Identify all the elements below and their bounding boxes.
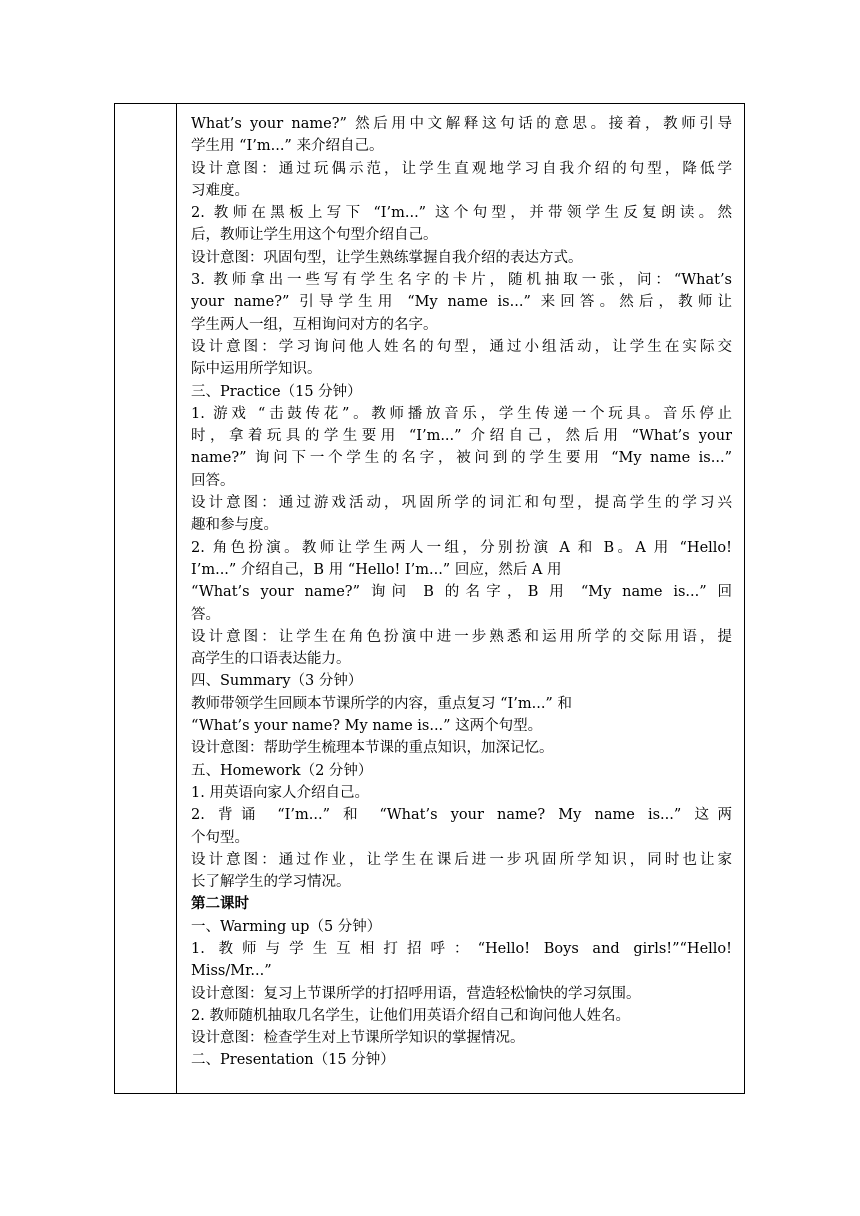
text-line: “What’s your name?” 询问 B 的名字，B 用 “My name is...” 回 [191,584,732,601]
text-line: 2. 角色扮演。教师让学生两人一组，分别扮演 A 和 B。A 用 “Hello! [191,539,732,556]
text-line: 答。 [191,606,220,623]
text-line: What’s your name?” 然后用中文解释这句话的意思。接着，教师引导 [191,116,732,132]
text-line: 趣和参与度。 [191,517,278,534]
text-line: 教师带领学生回顾本节课所学的内容，重点复习 “I’m...” 和 [191,695,572,712]
text-line: 五、Homework（2 分钟） [191,762,373,779]
text-line: 一、Warming up（5 分钟） [191,918,382,935]
text-line: Miss/Mr...” [191,963,272,980]
text-line: 设计意图：通过游戏活动，巩固所学的词汇和句型，提高学生的学习兴 [191,495,732,512]
text-line: 设计意图：学习询问他人姓名的句型，通过小组活动，让学生在实际交 [191,338,732,355]
text-line: 学生用 “I’m...” 来介绍自己。 [191,138,384,155]
text-line: 设计意图：让学生在角色扮演中进一步熟悉和运用所学的交际用语，提 [191,628,732,645]
text-line: 高学生的口语表达能力。 [191,651,351,668]
text-line: 际中运用所学知识。 [191,361,322,378]
text-line: 四、Summary（3 分钟） [191,673,363,690]
text-line: 1. 用英语向家人介绍自己。 [191,784,369,801]
table-content-cell [177,104,744,1093]
text-line: 习难度。 [191,182,249,199]
text-line: I’m...” 介绍自己，B 用 “Hello! I’m...” 回应，然后 A 用 [191,561,562,578]
text-line: 学生两人一组，互相询问对方的名字。 [191,316,438,333]
text-line: 2. 教师在黑板上写下 “I’m...” 这个句型，并带领学生反复朗读。然 [191,205,732,222]
text-line: 2. 教师随机抽取几名学生，让他们用英语介绍自己和询问他人姓名。 [191,1007,630,1024]
text-line: 2. 背诵 “I’m...” 和 “What’s your name? My name is...” 这两 [191,807,732,824]
text-line: 回答。 [191,472,235,489]
text-line: your name?” 引导学生用 “My name is...” 来回答。然后，教师让 [191,294,732,311]
text-line: “What’s your name? My name is...” 这两个句型。 [191,718,543,735]
text-line: 设计意图：帮助学生梳理本节课的重点知识，加深记忆。 [191,740,554,757]
text-line: 设计意图：通过玩偶示范，让学生直观地学习自我介绍的句型，降低学 [191,160,732,177]
text-line: 长了解学生的学习情况。 [191,874,351,891]
text-line: 二、Presentation（15 分钟） [191,1052,395,1069]
text-line: 设计意图：通过作业，让学生在课后进一步巩固所学知识，同时也让家 [191,851,732,868]
text-line: 3. 教师拿出一些写有学生名字的卡片，随机抽取一张，问：“What’s [191,272,732,289]
text-line: 1. 教师与学生互相打招呼：“Hello! Boys and girls!”“Hello! [191,940,732,957]
text-line: name?” 询问下一个学生的名字，被问到的学生要用 “My name is...” [191,450,732,467]
section-heading: 第二课时 [191,895,249,913]
text-line: 设计意图：检查学生对上节课所学知识的掌握情况。 [191,1030,525,1047]
table-label-column [115,104,177,1093]
text-line: 时，拿着玩具的学生要用 “I’m...” 介绍自己，然后用 “What’s your [191,428,732,445]
lesson-plan-table [114,103,745,1094]
text-line: 个句型。 [191,829,249,846]
text-line: 设计意图：复习上节课所学的打招呼用语，营造轻松愉快的学习氛围。 [191,985,641,1002]
text-line: 1. 游戏 “击鼓传花”。教师播放音乐，学生传递一个玩具。音乐停止 [191,405,732,422]
text-line: 设计意图：巩固句型，让学生熟练掌握自我介绍的表达方式。 [191,249,583,266]
text-line: 后，教师让学生用这个句型介绍自己。 [191,227,438,244]
text-line: 三、Practice（15 分钟） [191,383,362,400]
